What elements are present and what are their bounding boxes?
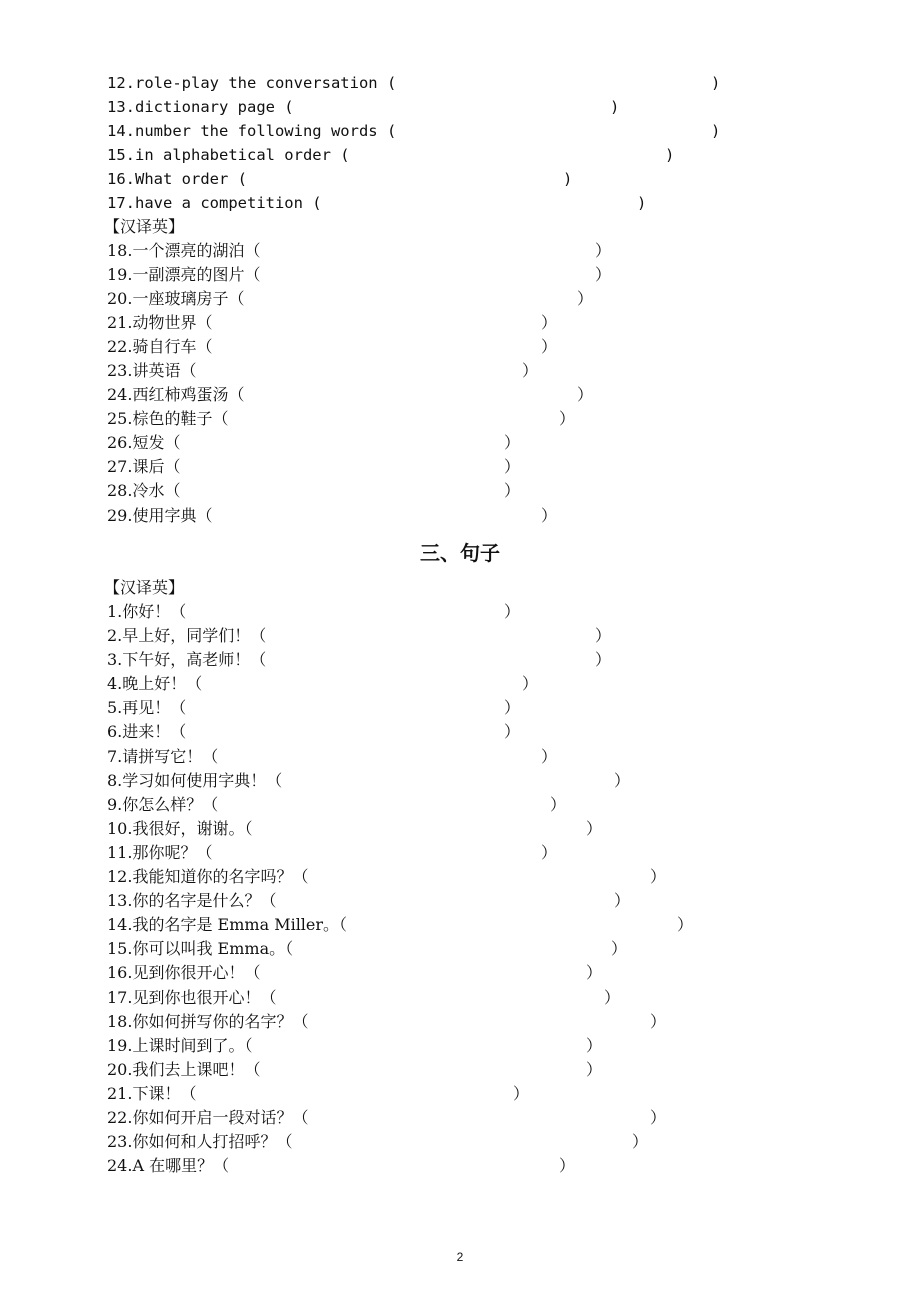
item-number: 19.: [107, 265, 133, 284]
item-number: 27.: [107, 457, 133, 476]
item-number: 4.: [107, 674, 123, 693]
blank-close-paren: ）: [595, 265, 612, 284]
section-label: 【汉译英】: [104, 217, 185, 236]
item-text: 你如何和人打招呼？（: [132, 1132, 293, 1151]
item-text: have a competition (: [135, 194, 322, 212]
blank-close-paren: ）: [677, 915, 694, 934]
item-number: 21.: [107, 313, 133, 332]
item-number: 24.: [107, 1156, 133, 1175]
item-text: 你的名字是什么？（: [132, 891, 277, 910]
blank-close-paren: ）: [595, 626, 612, 645]
item-number: 16.: [107, 170, 135, 188]
item-text: 你怎么样？（: [122, 795, 219, 814]
blank-close-paren: ）: [541, 337, 558, 356]
item-text: dictionary page (: [135, 98, 294, 116]
item-number: 21.: [107, 1084, 133, 1103]
item-number: 24.: [107, 385, 133, 404]
item-text: 我们去上课吧！（: [132, 1060, 261, 1079]
blank-close-paren: ）: [604, 988, 621, 1007]
blank-close-paren: ）: [504, 602, 521, 621]
item-number: 26.: [107, 433, 133, 452]
item-text: 使用字典（: [132, 506, 213, 525]
item-text: 请拼写它！（: [122, 747, 219, 766]
item-text: 冷水（: [132, 481, 181, 500]
blank-close-paren: ）: [650, 867, 667, 886]
item-text: 我的名字是 Emma Miller。（: [132, 915, 348, 934]
item-number: 2.: [107, 626, 123, 645]
blank-close-paren: ）: [586, 1060, 603, 1079]
item-text: 上课时间到了。（: [132, 1036, 253, 1055]
item-text: 我很好，谢谢。（: [132, 819, 253, 838]
blank-close-paren: ): [637, 194, 647, 212]
item-text: 一副漂亮的图片（: [132, 265, 261, 284]
blank-close-paren: ）: [595, 650, 612, 669]
item-text: role-play the conversation (: [135, 74, 397, 92]
item-text: 你如何拼写你的名字？（: [132, 1012, 309, 1031]
item-text: 你可以叫我 Emma。（: [132, 939, 294, 958]
item-number: 18.: [107, 241, 133, 260]
item-number: 20.: [107, 289, 133, 308]
item-number: 25.: [107, 409, 133, 428]
blank-close-paren: ）: [541, 506, 558, 525]
blank-close-paren: ): [610, 98, 620, 116]
item-number: 14.: [107, 122, 135, 140]
blank-close-paren: ）: [504, 698, 521, 717]
item-text: 西红柿鸡蛋汤（: [132, 385, 245, 404]
blank-close-paren: ): [563, 170, 573, 188]
item-text: 骑自行车（: [132, 337, 213, 356]
blank-close-paren: ）: [513, 1084, 530, 1103]
blank-close-paren: ）: [522, 361, 539, 380]
item-number: 17.: [107, 988, 133, 1007]
item-number: 10.: [107, 819, 133, 838]
blank-close-paren: ）: [577, 385, 594, 404]
blank-close-paren: ）: [559, 1156, 576, 1175]
item-number: 15.: [107, 939, 133, 958]
blank-close-paren: ）: [614, 771, 631, 790]
item-number: 17.: [107, 194, 135, 212]
item-number: 22.: [107, 1108, 133, 1127]
item-text: 一个漂亮的湖泊（: [132, 241, 261, 260]
item-text: 早上好，同学们！（: [122, 626, 267, 645]
item-text: 下午好，高老师！（: [122, 650, 267, 669]
blank-close-paren: ）: [504, 433, 521, 452]
blank-close-paren: ): [711, 122, 721, 140]
item-text: 见到你也很开心！（: [132, 988, 277, 1007]
blank-close-paren: ）: [541, 313, 558, 332]
item-number: 12.: [107, 867, 133, 886]
item-text: A 在哪里？（: [132, 1156, 230, 1175]
blank-close-paren: ）: [504, 722, 521, 741]
item-text: 再见！（: [122, 698, 187, 717]
blank-close-paren: ）: [595, 241, 612, 260]
item-number: 19.: [107, 1036, 133, 1055]
item-text: 下课！（: [132, 1084, 197, 1103]
item-number: 16.: [107, 963, 133, 982]
item-text: number the following words (: [135, 122, 397, 140]
item-text: 讲英语（: [132, 361, 197, 380]
item-text: 你如何开启一段对话？（: [132, 1108, 309, 1127]
item-number: 20.: [107, 1060, 133, 1079]
blank-close-paren: ）: [650, 1012, 667, 1031]
item-text: 短发（: [132, 433, 181, 452]
item-number: 15.: [107, 146, 135, 164]
item-number: 23.: [107, 1132, 133, 1151]
item-text: 见到你很开心！（: [132, 963, 261, 982]
blank-close-paren: ）: [541, 843, 558, 862]
item-number: 5.: [107, 698, 123, 717]
item-number: 14.: [107, 915, 133, 934]
item-number: 13.: [107, 98, 135, 116]
item-number: 18.: [107, 1012, 133, 1031]
blank-close-paren: ）: [632, 1132, 649, 1151]
blank-close-paren: ）: [614, 891, 631, 910]
blank-close-paren: ）: [586, 1036, 603, 1055]
blank-close-paren: ）: [550, 795, 567, 814]
item-text: 棕色的鞋子（: [132, 409, 229, 428]
item-text: 一座玻璃房子（: [132, 289, 245, 308]
blank-close-paren: ）: [504, 481, 521, 500]
blank-close-paren: ）: [586, 963, 603, 982]
blank-close-paren: ）: [611, 939, 628, 958]
blank-close-paren: ）: [559, 409, 576, 428]
item-number: 12.: [107, 74, 135, 92]
blank-close-paren: ): [665, 146, 675, 164]
item-number: 8.: [107, 771, 123, 790]
item-number: 13.: [107, 891, 133, 910]
item-text: 你好！（: [122, 602, 187, 621]
blank-close-paren: ）: [541, 747, 558, 766]
item-text: 进来！（: [122, 722, 187, 741]
blank-close-paren: ）: [504, 457, 521, 476]
item-number: 7.: [107, 747, 123, 766]
section-label: 【汉译英】: [104, 578, 185, 597]
item-text: in alphabetical order (: [135, 146, 350, 164]
item-number: 22.: [107, 337, 133, 356]
item-number: 23.: [107, 361, 133, 380]
item-text: 学习如何使用字典！（: [122, 771, 283, 790]
section-title: 三、句子: [420, 541, 500, 565]
item-number: 29.: [107, 506, 133, 525]
item-number: 28.: [107, 481, 133, 500]
item-number: 3.: [107, 650, 123, 669]
item-text: 课后（: [132, 457, 181, 476]
item-number: 9.: [107, 795, 123, 814]
blank-close-paren: ）: [650, 1108, 667, 1127]
item-number: 1.: [107, 602, 123, 621]
item-number: 11.: [107, 843, 133, 862]
item-text: 那你呢？（: [132, 843, 213, 862]
item-text: 我能知道你的名字吗？（: [132, 867, 309, 886]
blank-close-paren: ）: [522, 674, 539, 693]
item-text: What order (: [135, 170, 247, 188]
blank-close-paren: ): [711, 74, 721, 92]
item-text: 动物世界（: [132, 313, 213, 332]
page-number: 2: [456, 1250, 464, 1264]
item-number: 6.: [107, 722, 123, 741]
blank-close-paren: ）: [577, 289, 594, 308]
blank-close-paren: ）: [586, 819, 603, 838]
item-text: 晚上好！（: [122, 674, 203, 693]
